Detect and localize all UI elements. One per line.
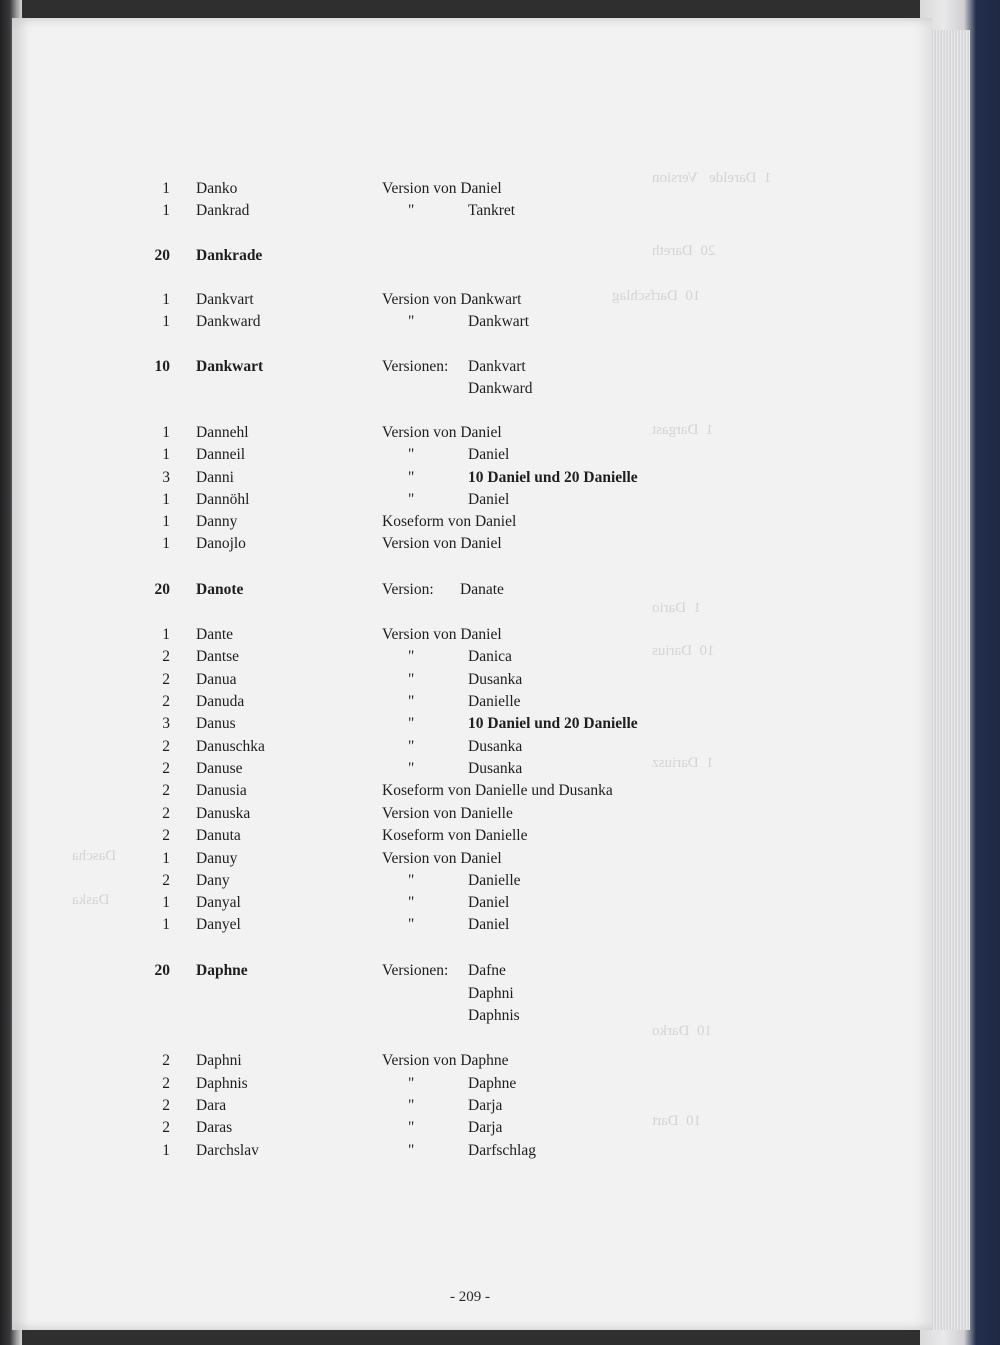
- entry-row: [12, 1140, 932, 1162]
- entry-count: 2: [162, 1052, 170, 1069]
- entry-count: 2: [162, 782, 170, 799]
- entry-row: [12, 669, 932, 691]
- entry-name: Dantse: [196, 648, 240, 665]
- bleed-through: Daska: [72, 892, 110, 908]
- entry-reference: Tankret: [468, 202, 516, 219]
- entry-row: [12, 533, 932, 555]
- entry-name: Dany: [196, 872, 230, 889]
- entry-count: 1: [162, 202, 170, 219]
- entry-description: Koseform von Danielle: [382, 827, 528, 844]
- entry-name: Danni: [196, 469, 234, 486]
- entry-description: Version von Daniel: [382, 424, 502, 441]
- entry-name: Daphne: [196, 962, 248, 979]
- entry-row: [12, 780, 932, 802]
- entry-count: 1: [162, 491, 170, 508]
- entry-reference: Daphni: [468, 985, 514, 1002]
- entry-description: Versionen:: [382, 962, 449, 979]
- bleed-through: 10 Darfschlag: [612, 288, 701, 304]
- entry-name: Danuda: [196, 693, 245, 710]
- entry-name: Dara: [196, 1097, 227, 1114]
- entry-row: [12, 422, 932, 444]
- entry-row: [12, 1117, 932, 1139]
- entry-row: [12, 1095, 932, 1117]
- entry-count: 1: [162, 894, 170, 911]
- entry-count: 2: [162, 1097, 170, 1114]
- entry-row: [12, 579, 932, 601]
- entry-name: Dankward: [196, 313, 261, 330]
- entry-count: 2: [162, 1119, 170, 1136]
- entry-row: [12, 1005, 932, 1027]
- entry-name: Dankrade: [196, 247, 263, 264]
- entry-name: Danko: [196, 180, 238, 197]
- entry-row: [12, 870, 932, 892]
- bleed-through: 20 Dareth: [652, 243, 716, 259]
- entry-row: [12, 758, 932, 780]
- entry-row: [12, 892, 932, 914]
- entry-reference: 10 Daniel und 20 Danielle: [468, 469, 638, 486]
- entry-count: 1: [162, 180, 170, 197]
- ditto-mark: ": [408, 469, 415, 486]
- entry-count: 1: [162, 513, 170, 530]
- entry-count: 3: [162, 469, 170, 486]
- bleed-through: 1 Dariusz: [652, 755, 714, 771]
- entry-reference: Dusanka: [468, 671, 523, 688]
- entry-name: Danua: [196, 671, 237, 688]
- ditto-mark: ": [408, 313, 415, 330]
- ditto-mark: ": [408, 1097, 415, 1114]
- entry-description: Version von Daphne: [382, 1052, 509, 1069]
- entry-count: 2: [162, 648, 170, 665]
- entry-name: Danyal: [196, 894, 241, 911]
- entry-reference: Dankvart: [468, 358, 526, 375]
- ditto-mark: ": [408, 1119, 415, 1136]
- entry-count: 1: [162, 446, 170, 463]
- ditto-mark: ": [408, 491, 415, 508]
- entry-row: [12, 489, 932, 511]
- entry-name: Dankvart: [196, 291, 254, 308]
- bleed-through: 1 Darelde Version: [652, 170, 772, 186]
- ditto-mark: ": [408, 715, 415, 732]
- entry-reference: Daniel: [468, 491, 510, 508]
- entry-count: 1: [162, 291, 170, 308]
- entry-row: [12, 311, 932, 333]
- entry-name: Danuska: [196, 805, 251, 822]
- entry-count: 1: [162, 850, 170, 867]
- entry-name: Danuse: [196, 760, 243, 777]
- entry-name: Dannöhl: [196, 491, 250, 508]
- entry-count: 1: [162, 535, 170, 552]
- page-number: - 209 -: [450, 1289, 490, 1305]
- entry-count: 2: [162, 872, 170, 889]
- entry-row: [12, 1073, 932, 1095]
- entry-reference: Danica: [468, 648, 512, 665]
- entry-description: Version von Daniel: [382, 180, 502, 197]
- entry-description: Koseform von Daniel: [382, 513, 517, 530]
- entry-reference: Dusanka: [468, 760, 523, 777]
- entry-row: [12, 914, 932, 936]
- entry-count: 2: [162, 805, 170, 822]
- entry-row: [12, 736, 932, 758]
- entry-name: Danojlo: [196, 535, 246, 552]
- entry-row: [12, 1050, 932, 1072]
- entry-row: [12, 178, 932, 200]
- entry-count: 2: [162, 671, 170, 688]
- entry-row: [12, 848, 932, 870]
- entry-row: [12, 803, 932, 825]
- entry-row: [12, 378, 932, 400]
- entry-row: [12, 983, 932, 1005]
- entry-count: 10: [154, 358, 170, 375]
- entry-reference: Darfschlag: [468, 1142, 536, 1159]
- ditto-mark: ": [408, 693, 415, 710]
- entry-reference: Danate: [460, 581, 504, 598]
- entry-row: [12, 960, 932, 982]
- entry-count: 2: [162, 1075, 170, 1092]
- ditto-mark: ": [408, 760, 415, 777]
- entry-name: Danny: [196, 513, 238, 530]
- entry-count: 20: [154, 962, 170, 979]
- entry-reference: Danielle: [468, 693, 521, 710]
- entry-name: Daphni: [196, 1052, 242, 1069]
- entry-row: [12, 289, 932, 311]
- ditto-mark: ": [408, 648, 415, 665]
- entry-count: 2: [162, 738, 170, 755]
- entry-count: 1: [162, 916, 170, 933]
- entry-count: 20: [154, 247, 170, 264]
- book-page: [12, 18, 932, 1330]
- ditto-mark: ": [408, 446, 415, 463]
- entry-name: Darchslav: [196, 1142, 259, 1159]
- entry-count: 1: [162, 424, 170, 441]
- entry-row: [12, 646, 932, 668]
- entry-description: Version von Daniel: [382, 535, 502, 552]
- entry-reference: Dankward: [468, 380, 533, 397]
- bleed-through: 10 Darius: [652, 643, 715, 659]
- entry-name: Daras: [196, 1119, 233, 1136]
- entry-description: Versionen:: [382, 358, 449, 375]
- entry-description: Koseform von Danielle und Dusanka: [382, 782, 613, 799]
- entry-reference: Dusanka: [468, 738, 523, 755]
- entry-row: [12, 444, 932, 466]
- entry-description: Version:: [382, 581, 434, 598]
- bleed-through: 1 Dargast: [652, 422, 714, 438]
- entry-reference: Darja: [468, 1097, 503, 1114]
- entry-reference: Daphnis: [468, 1007, 520, 1024]
- bleed-through: Dascha: [72, 848, 117, 864]
- entry-row: [12, 691, 932, 713]
- entry-name: Danusia: [196, 782, 247, 799]
- entry-description: Version von Danielle: [382, 805, 513, 822]
- entry-reference: Darja: [468, 1119, 503, 1136]
- entry-reference: Dafne: [468, 962, 506, 979]
- entry-description: Version von Daniel: [382, 626, 502, 643]
- page-stack: [930, 30, 970, 1330]
- bleed-through: 10 Dart: [652, 1113, 702, 1129]
- entry-reference: Daniel: [468, 894, 510, 911]
- entry-name: Daphnis: [196, 1075, 248, 1092]
- entry-reference: Danielle: [468, 872, 521, 889]
- entry-count: 1: [162, 313, 170, 330]
- entry-description: Version von Dankwart: [382, 291, 522, 308]
- entry-name: Dannehl: [196, 424, 249, 441]
- entry-row: [12, 245, 932, 267]
- entry-name: Danus: [196, 715, 236, 732]
- entry-description: Version von Daniel: [382, 850, 502, 867]
- entry-row: [12, 825, 932, 847]
- ditto-mark: ": [408, 916, 415, 933]
- ditto-mark: ": [408, 671, 415, 688]
- entry-count: 3: [162, 715, 170, 732]
- entry-count: 2: [162, 693, 170, 710]
- ditto-mark: ": [408, 202, 415, 219]
- ditto-mark: ": [408, 872, 415, 889]
- ditto-mark: ": [408, 1142, 415, 1159]
- entry-name: Danyel: [196, 916, 241, 933]
- ditto-mark: ": [408, 1075, 415, 1092]
- bleed-through: 1 Dario: [652, 600, 702, 616]
- entry-row: [12, 356, 932, 378]
- entry-reference: Daniel: [468, 916, 510, 933]
- entry-count: 20: [154, 581, 170, 598]
- entry-row: [12, 467, 932, 489]
- entry-count: 1: [162, 1142, 170, 1159]
- entry-row: [12, 511, 932, 533]
- entry-row: [12, 713, 932, 735]
- entry-count: 1: [162, 626, 170, 643]
- entry-name: Dankwart: [196, 358, 264, 375]
- entry-count: 2: [162, 827, 170, 844]
- entry-name: Danuschka: [196, 738, 265, 755]
- entry-row: [12, 624, 932, 646]
- entry-name: Danuy: [196, 850, 238, 867]
- entry-reference: Daphne: [468, 1075, 517, 1092]
- entry-reference: Dankwart: [468, 313, 530, 330]
- bleed-through: 10 Darko: [652, 1023, 712, 1039]
- entry-name: Danuta: [196, 827, 241, 844]
- entry-name: Danneil: [196, 446, 246, 463]
- entry-name: Dankrad: [196, 202, 250, 219]
- ditto-mark: ": [408, 738, 415, 755]
- ditto-mark: ": [408, 894, 415, 911]
- entry-name: Dante: [196, 626, 234, 643]
- entry-row: [12, 200, 932, 222]
- entry-count: 2: [162, 760, 170, 777]
- entry-name: Danote: [196, 581, 244, 598]
- entry-reference: 10 Daniel und 20 Danielle: [468, 715, 638, 732]
- entry-reference: Daniel: [468, 446, 510, 463]
